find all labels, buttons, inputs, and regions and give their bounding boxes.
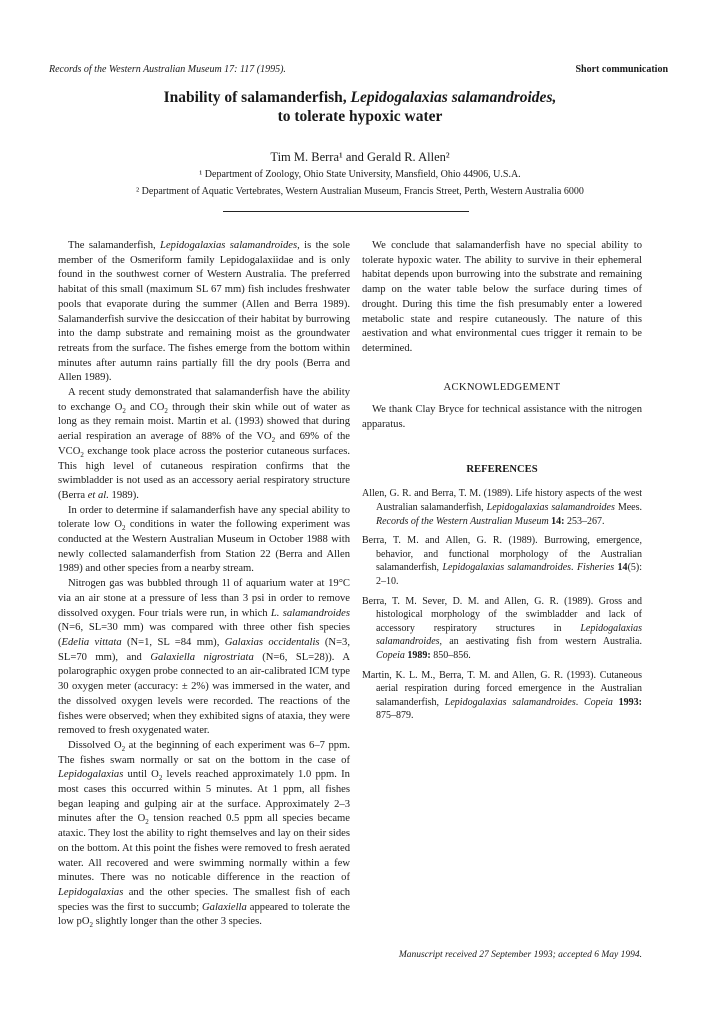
title-divider: [223, 211, 469, 212]
authors: Tim M. Berra¹ and Gerald R. Allen²: [270, 150, 450, 164]
acknowledgement-text: We thank Clay Bryce for technical assistance with the nitrogen apparatus.: [362, 404, 642, 431]
paragraph-experiment-intro: In order to determine if salamanderfish have any special ability to tolerate low $O_2$ conditions in water the following experiment was conducted at the Western Australian Museum in October 1988 with newly collected salamanderfish from Station 22 (Berra and Allen 1989) and other species from a nearby stream.: [58, 504, 350, 575]
article-title: [60, 88, 660, 126]
references-heading: REFERENCES: [466, 463, 538, 475]
title-line2: to tolerate hypoxic water: [277, 108, 443, 125]
paragraph-respiration: A recent study demonstrated that salamanderfish have the ability to exchange $O_2$ and $CO_2$ through their skin while out of water as long as they remain moist. Martin et al. (1993) showed that during aerial respiration an average of 88% of the $VO_2$ and 69% of the $VCO_2$ exchange took place across the posterior cutaneous surfaces. This high level of cutaneous respiration confirms that the swimbladder is not used as an accessory aerial respiratory structure (Berra et al. 1989).: [58, 387, 351, 501]
left-column: [58, 239, 350, 930]
right-column: [362, 239, 642, 729]
reference-item: Berra, T. M. and Allen, G. R. (1989). Burrowing, emergence, behavior, and functional morphology of the Australian salamanderfish, Lepidogalaxias salamandroides. Fisheries 14(5): 2–10.: [362, 535, 643, 587]
acknowledgement-heading: ACKNOWLEDGEMENT: [443, 381, 561, 393]
title-plain: Inability of salamanderfish,: [163, 89, 351, 106]
journal-citation: Records of the Western Australian Museum 17: 117 (1995).: [49, 64, 286, 75]
paragraph-conclusion: We conclude that salamanderfish have no special ability to tolerate hypoxic water. The ability to survive in their ephemeral habitat depends upon burrowing into the substrate and remaining damp on the water table below the surface during times of drought. During this time the fish presumably enter a lowered metabolic state and respire cutaneously. The nature of this aestivation and what environmental cues trigger it remain to be determined.: [362, 240, 642, 354]
title-species: Lepidogalaxias salamandroides,: [350, 89, 557, 106]
paragraph-methods: Nitrogen gas was bubbled through 1l of aquarium water at 19°C via an air stone at a pressure of less than 3 psi in order to remove dissolved oxygen. Four trials were run, in which L. salamandroides (N=6, SL=30 mm) was compared with three other fish species (Edelia vittata (N=1, SL =84 mm), Galaxias occidentalis (N=3, SL=70 mm), and Galaxiella nigrostriata (N=6, SL=28)). A polarographic oxygen probe connected to an air-calibrated ICM type 30 oxygen meter (accuracy: ± 2%) was immersed in the water, and the dissolved oxygen levels were recorded. The reactions of the fishes were observed; when they exhibited signs of ataxia, they were removed to fresh oxygenated water.: [58, 578, 351, 737]
paragraph-intro: The salamanderfish, Lepidogalaxias salamandroides, is the sole member of the Osmeriform family Lepidogalaxiidae and is only found in the southwest corner of Western Australia. The preferred habitat of this small (maximum SL 67 mm) fish includes freshwater pools that evaporate during the summer (Allen and Berra 1989). Salamanderfish survive the desiccation of their habitat by burrowing into the damp substrate and remaining moist as the groundwater retreats from the surface. The fishes emerge from the bottom within minutes after autumn rains partially fill the dry pools (Berra and Allen 1989).: [58, 240, 350, 384]
reference-item: Allen, G. R. and Berra, T. M. (1989). Life history aspects of the west Australian salamanderfish, Lepidogalaxias salamandroides Mees. Records of the Western Australian Museum 14: 253–267.: [362, 488, 643, 527]
reference-item: Martin, K. L. M., Berra, T. M. and Allen, G. R. (1993). Cutaneous aerial respiration during forced emergence in the Australian salamanderfish, Lepidogalaxias salamandroides. Copeia 1993: 875–879.: [362, 669, 642, 722]
reference-list: [362, 487, 642, 723]
affiliation-1: ¹ Department of Zoology, Ohio State University, Mansfield, Ohio 44906, U.S.A.: [199, 169, 521, 180]
reference-item: Berra, T. M. Sever, D. M. and Allen, G. R. (1989). Gross and histological morphology of the swimbladder and lack of accessory respiratory structures in Lepidogalaxias salamandroides, an aestivating fish from western Australia. Copeia 1989: 850–856.: [362, 595, 642, 661]
section-label: Short communication: [575, 64, 668, 75]
manuscript-received-note: Manuscript received 27 September 1993; accepted 6 May 1994.: [398, 950, 642, 960]
affiliation-2: ² Department of Aquatic Vertebrates, Western Australian Museum, Francis Street, Perth, Western Australia 6000: [136, 186, 584, 197]
paragraph-results-start: Dissolved $O_2$ at the beginning of each experiment was 6–7 ppm. The fishes swam normally or sat on the bottom in the case of Lepidogalaxias until $O_2$ levels reached approximately 1.0 ppm. In most cases this occurred within 5 minutes. At 1 ppm, all fishes began leaping and gulping air at the surface. Approximately 2–3 minutes after the $O_2$ tension reached 0.5 ppm all species became ataxic. They lost the ability to right themselves and lay on their sides on the bottom. At this point the fishes were removed to fresh aerated water. All recovered and were swimming normally within a few minutes. There was no noticable difference in the reaction of Lepidogalaxias and the other species. The smallest fish of each species was the first to succumb; Galaxiella appeared to tolerate the low $pO_2$ slightly longer than the other 3 species.: [58, 739, 350, 930]
